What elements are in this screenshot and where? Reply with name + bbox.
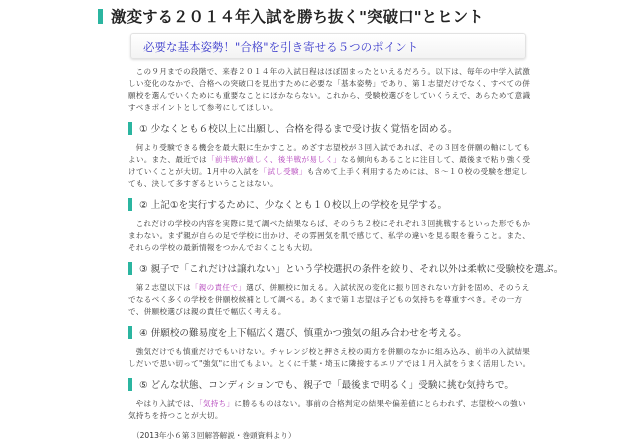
paragraph-text: これだけの学校の内容を実際に見て調べた結果ならば、そのうち２校にそれぞれ３回挑戦するといった形でもかまわない。まず親が自らの足で学校に出かけ、その雰囲気を肌で感じて、私学の違いを見る眼を養うこと。また、それらの学校の最新情報をつかんでおくことも大切。: [128, 219, 531, 252]
subtitle-box: [130, 33, 526, 59]
heading-accent-bar: [128, 262, 132, 275]
paragraph: [128, 282, 533, 318]
point-heading-text: ⑤ どんな状態、コンディションでも、親子で「最後まで明るく」受験に挑む気持ちで。: [139, 380, 514, 391]
paragraph: [128, 218, 533, 254]
article-title: [98, 5, 484, 27]
point-heading-text: ② 上記①を実行するために、少なくとも１０校以上の学校を見学する。: [139, 200, 448, 211]
paragraph-text: 第２志望以下は: [135, 283, 191, 292]
title-accent-bar: [98, 9, 103, 24]
source-note: （2013年小６第３回解答解説・巻頭資料より）: [132, 431, 296, 440]
point-heading: [128, 197, 533, 211]
point-heading-text: ③ 親子で「これだけは譲れない」という学校選択の条件を絞り、それ以外は柔軟に受験校を選ぶ。: [139, 264, 564, 275]
paragraph: [128, 66, 533, 114]
point-heading: [128, 325, 533, 339]
paragraph: [128, 398, 533, 422]
paragraph-text: この９月までの段階で、来春２０１４年の入試日程はほぼ固まったといえるだろう。以下は、毎年の中学入試激しい変化のなかで、合格への突破口を見出すために必要な「基本姿勢」であり、第１志望だけでなく、すべての併願校を選んでいくためにも重要なことにほかならない。これから、受験校選びをしていくうえで、あらためて意識すべきポイントとして参考にしてほしい。: [128, 67, 531, 112]
paragraph-text: なる傾向もあることに注目して、最後まで粘り強く受けていくことが大切。1月中の入試を: [128, 155, 531, 176]
point-heading-text: ① 少なくとも６校以上に出願し、合格を得るまで受け抜く覚悟を固める。: [139, 124, 458, 135]
paragraph-text: 選び、併願校に加える。入試状況の変化に振り回されない方針を固め、そのうえでなるべく多くの学校を併願校候補として調べる。あくまで第１志望は子どもの気持ちを尊重すべき。その一方で、併願校選びは親の責任で幅広く考える。: [128, 283, 530, 316]
heading-accent-bar: [128, 198, 132, 211]
highlighted-phrase: 「気持ち」: [198, 399, 235, 408]
paragraph-text: 何より受験できる機会を最大限に生かすこと。めざす志望校が３回入試であれば、その３回を併願の軸にしてもよい。また、最近では: [128, 143, 531, 164]
paragraph-text: に勝るものはない。事前の合格判定の結果や偏差値にとらわれず、志望校への強い気持ちを持つことが大切。: [128, 399, 526, 420]
subtitle-text: 必要な基本姿勢！"合格"を引き寄せる５つのポイント: [143, 40, 419, 54]
article-title-text: 激変する２０１４年入試を勝ち抜く"突破口"とヒント: [111, 8, 484, 26]
point-heading: [128, 261, 564, 275]
paragraph-text: やはり入試では、: [135, 399, 199, 408]
heading-accent-bar: [128, 326, 132, 339]
highlighted-phrase: 「親の責任で」: [190, 283, 247, 292]
point-heading: [128, 121, 533, 135]
point-heading: [128, 377, 533, 391]
paragraph-text: も含めて上手く利用するためには、８～１０校の受験を想定しても、決して多すぎるということはない。: [128, 167, 528, 188]
heading-accent-bar: [128, 378, 132, 391]
highlighted-phrase: 「試し受験」: [259, 167, 307, 176]
paragraph: [128, 142, 533, 190]
paragraph-text: 強気だけでも慎重だけでもいけない。チャレンジ校と押さえ校の両方を併願のなかに組み込み、前半の入試結果しだいで思い切って"強気"に出てもよい。とくに千葉・埼玉に隣接するエリアでは１月入試をうまく活用したい。: [128, 347, 531, 368]
highlighted-phrase: 「前半戦が厳しく、後半戦が易しく」: [206, 155, 341, 164]
point-heading-text: ④ 併願校の難易度を上下幅広く選び、慎重かつ強気の組み合わせを考える。: [139, 328, 467, 339]
article-body: [128, 66, 564, 441]
heading-accent-bar: [128, 122, 132, 135]
paragraph: [128, 346, 533, 370]
